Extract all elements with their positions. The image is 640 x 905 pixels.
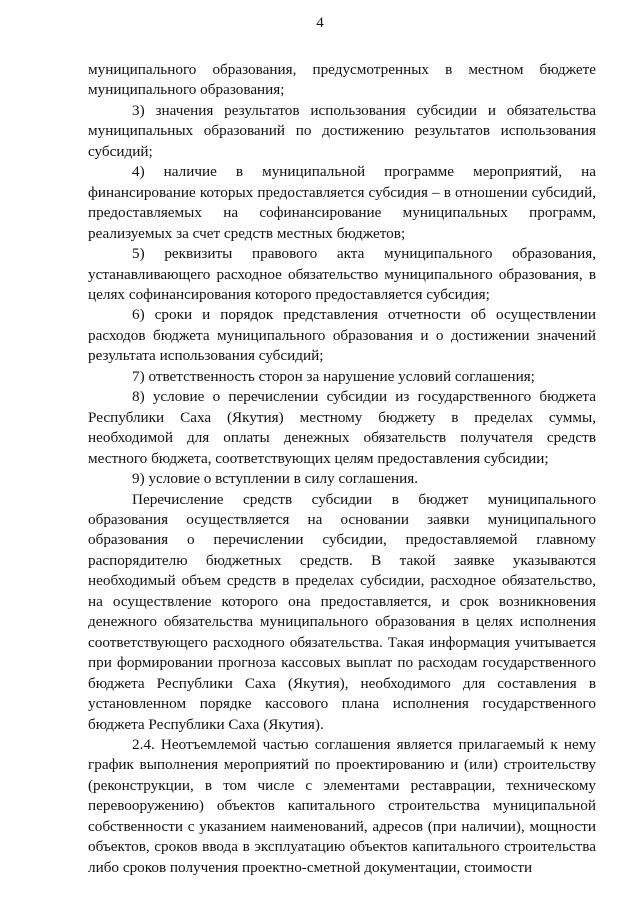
paragraph-item-5: 5) реквизиты правового акта муниципального образования, устанавливающего расходное обязательство муниципального образования, в целях софинансирования которого предоставляется субсидия; [88, 245, 596, 303]
paragraph-item-3: 3) значения результатов использования субсидии и обязательства муниципальных образований по достижению результатов использования субсидий; [88, 101, 596, 160]
paragraph-item-7: 7) ответственность сторон за нарушение условий соглашения; [132, 367, 535, 385]
paragraph-municipal-budget: муниципального образования, предусмотренных в местном бюджете муниципального образования; [88, 61, 596, 99]
paragraph-transfer-of-funds: Перечисление средств субсидии в бюджет муниципального образования осуществляется на основании заявки муниципального образования о перечислении субсидии, предоставляемой главному распорядителю бюджетных средств. В такой заявке указываются необходимый объем средств в пределах субсидии, расходное обязательство, на осуществление которого она предоставляется, и срок возникновения денежного обязательства муниципального образования в целях исполнения соответствующего расходного обязательства. Такая информация учитывается при формировании прогноза кассовых выплат по расходам государственного бюджета Республики Саха (Якутия), необходимого для составления в установленном порядке кассового плана исполнения государственного бюджета Республики Саха (Якутия). [88, 490, 596, 733]
document-body [88, 60, 596, 878]
paragraph-section-2-4: 2.4. Неотъемлемой частью соглашения является прилагаемый к нему график выполнения мероприятий по проектированию и (или) строительству (реконструкции, в том числе с элементами реставрации, техническому перевооружению) объектов капитального строительства муниципальной собственности с указанием наименований, адресов (при наличии), мощности объектов, сроков ввода в эксплуатацию объектов капитального строительства либо сроков получения проектно-сметной документации, стоимости [88, 735, 596, 876]
paragraph-item-4: 4) наличие в муниципальной программе мероприятий, на финансирование которых предоставляется субсидия – в отношении субсидий, предоставляемых на софинансирование муниципальных программ, реализуемых за счет средств местных бюджетов; [88, 163, 596, 242]
paragraph-item-8: 8) условие о перечислении субсидии из государственного бюджета Республики Саха (Якутия) местному бюджету в пределах суммы, необходимой для оплаты денежных обязательств получателя средств местного бюджета, соответствующих целям предоставления субсидии; [88, 388, 596, 467]
page-number: 4 [316, 15, 324, 31]
paragraph-item-9: 9) условие о вступлении в силу соглашения. [132, 470, 419, 488]
paragraph-item-6: 6) сроки и порядок представления отчетности об осуществлении расходов бюджета муниципального образования и о достижении значений результата использования субсидий; [88, 306, 596, 365]
